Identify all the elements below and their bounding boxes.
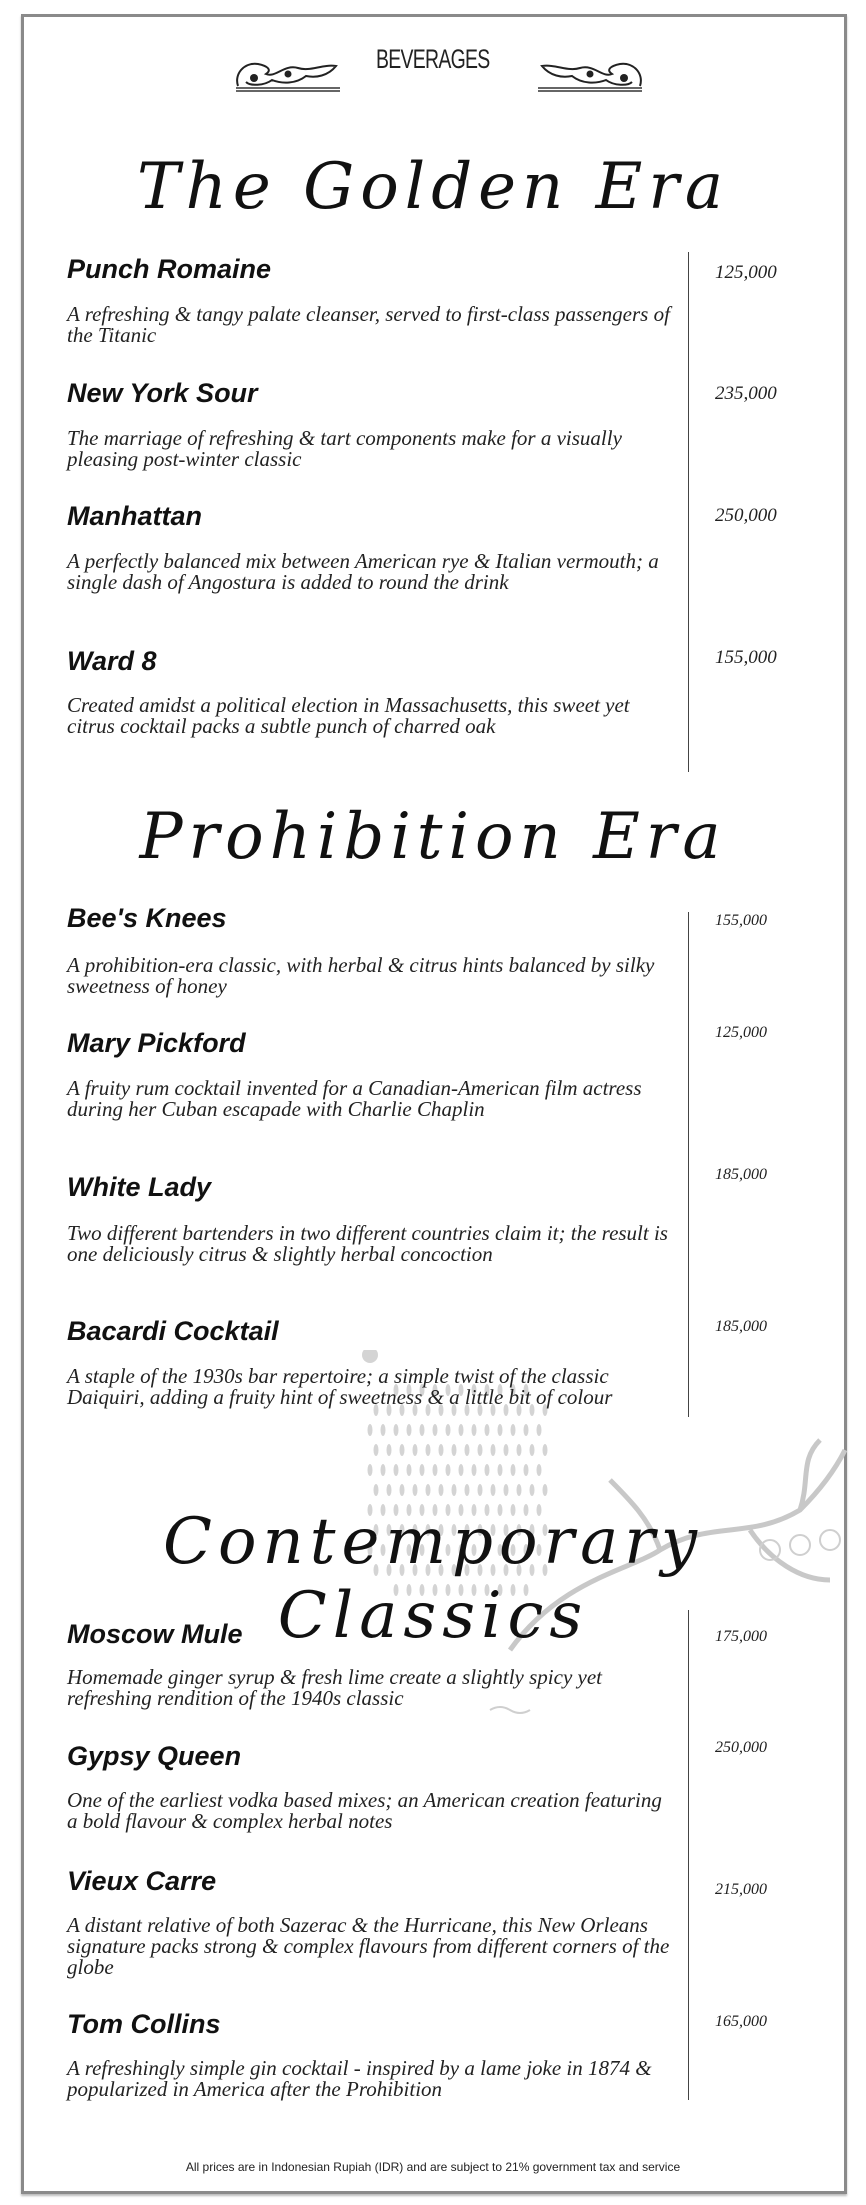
item-name: Bacardi Cocktail — [67, 1316, 279, 1346]
price-divider — [688, 252, 689, 772]
section-title-prohibition-era: Prohibition Era — [139, 800, 727, 874]
item-description: A refreshing & tangy palate cleanser, served to first-class passengers of the Titanic — [67, 302, 670, 347]
leaf-dot — [530, 1444, 535, 1456]
leaf-dot — [543, 1444, 548, 1456]
header-title: BEVERAGES — [376, 44, 490, 74]
item-description: A refreshingly simple gin cocktail - inspired by a lame joke in 1874 & popularized in America after the Prohibition — [67, 2056, 652, 2101]
item-price: 125,000 — [715, 262, 777, 283]
leaf-dot — [413, 1484, 418, 1496]
item-name: Bee's Knees — [67, 903, 227, 933]
leaf-dot — [478, 1444, 483, 1456]
leaf-dot — [504, 1484, 509, 1496]
item-price: 185,000 — [715, 1318, 767, 1335]
leaf-dot — [485, 1424, 490, 1436]
leaf-dot — [472, 1464, 477, 1476]
leaf-dot — [537, 1464, 542, 1476]
leaf-dot — [465, 1444, 470, 1456]
item-price: 215,000 — [715, 1881, 767, 1898]
item-name: Manhattan — [67, 501, 202, 531]
leaf-dot — [439, 1444, 444, 1456]
leaf-dot — [465, 1484, 470, 1496]
price-disclaimer: All prices are in Indonesian Rupiah (IDR) and are subject to 21% government tax and service — [185, 2160, 681, 2174]
item-price: 250,000 — [715, 1739, 767, 1756]
item-price: 235,000 — [715, 383, 777, 404]
item-description: A distant relative of both Sazerac & the Hurricane, this New Orleans signature packs strong & complex flavours from different corners of the globe — [67, 1913, 670, 1979]
leaf-dot — [485, 1464, 490, 1476]
item-price: 125,000 — [715, 1024, 767, 1041]
leaf-dot — [381, 1464, 386, 1476]
item-description: One of the earliest vodka based mixes; an American creation featuring a bold flavour & complex herbal notes — [67, 1788, 662, 1833]
item-price: 165,000 — [715, 2013, 767, 2030]
leaf-dot — [459, 1424, 464, 1436]
price-divider — [688, 1610, 689, 2100]
item-description: A prohibition-era classic, with herbal & citrus hints balanced by silky sweetness of honey — [67, 953, 655, 998]
leaf-dot — [491, 1444, 496, 1456]
item-name: New York Sour — [67, 378, 258, 408]
price-divider — [688, 912, 689, 1417]
left-ornament-icon — [232, 56, 344, 92]
leaf-dot — [511, 1464, 516, 1476]
leaf-dot — [524, 1464, 529, 1476]
item-name: Gypsy Queen — [67, 1741, 242, 1771]
leaf-dot — [543, 1484, 548, 1496]
leaf-dot — [368, 1424, 373, 1436]
leaf-dot — [433, 1424, 438, 1436]
leaf-dot — [498, 1464, 503, 1476]
leaf-dot — [498, 1424, 503, 1436]
leaf-dot — [387, 1484, 392, 1496]
item-price: 155,000 — [715, 647, 777, 668]
item-name: Tom Collins — [67, 2009, 221, 2039]
leaf-dot — [407, 1424, 412, 1436]
item-description: Homemade ginger syrup & fresh lime create a slightly spicy yet refreshing rendition of the 1940s classic — [67, 1665, 602, 1710]
leaf-dot — [459, 1464, 464, 1476]
item-name: Punch Romaine — [67, 254, 272, 284]
leaf-dot — [368, 1464, 373, 1476]
leaf-dot — [426, 1444, 431, 1456]
leaf-dot — [420, 1464, 425, 1476]
leaf-dot — [530, 1484, 535, 1496]
leaf-dot — [381, 1424, 386, 1436]
leaf-dot — [433, 1464, 438, 1476]
section-title-contemporary-classics: Contemporary Classics — [163, 1505, 703, 1653]
item-name: Mary Pickford — [67, 1028, 246, 1058]
leaf-dot — [517, 1484, 522, 1496]
leaf-dot — [426, 1484, 431, 1496]
leaf-dot — [524, 1424, 529, 1436]
leaf-dot — [387, 1444, 392, 1456]
leaf-dot — [407, 1464, 412, 1476]
item-price: 185,000 — [715, 1166, 767, 1183]
leaf-dot — [537, 1424, 542, 1436]
leaf-dot — [452, 1484, 457, 1496]
leaf-dot — [504, 1444, 509, 1456]
right-ornament-icon — [534, 56, 646, 92]
item-name: Moscow Mule — [67, 1619, 243, 1649]
menu-header — [0, 44, 866, 75]
item-description: A fruity rum cocktail invented for a Canadian-American film actress during her Cuban escapade with Charlie Chaplin — [67, 1076, 642, 1121]
leaf-dot — [374, 1444, 379, 1456]
item-description: Two different bartenders in two different countries claim it; the result is one deliciously citrus & slightly herbal concoction — [67, 1221, 668, 1266]
leaf-dot — [478, 1484, 483, 1496]
leaf-dot — [400, 1484, 405, 1496]
leaf-dot — [400, 1444, 405, 1456]
item-description: A staple of the 1930s bar repertoire; a simple twist of the classic Daiquiri, adding a fruity hint of sweetness & a little bit of colour — [67, 1364, 613, 1409]
item-price: 155,000 — [715, 912, 767, 929]
item-name: Vieux Carre — [67, 1866, 217, 1896]
item-description: Created amidst a political election in Massachusetts, this sweet yet citrus cocktail packs a subtle punch of charred oak — [67, 693, 630, 738]
item-name: White Lady — [67, 1172, 212, 1202]
leaf-dot — [439, 1484, 444, 1496]
leaf-dot — [446, 1464, 451, 1476]
item-price: 175,000 — [715, 1628, 767, 1645]
leaf-dot — [413, 1444, 418, 1456]
leaf-dot — [517, 1444, 522, 1456]
leaf-dot — [472, 1424, 477, 1436]
item-description: The marriage of refreshing & tart components make for a visually pleasing post-winter classic — [67, 426, 622, 471]
leaf-dot — [394, 1424, 399, 1436]
section-title-golden-era: The Golden Era — [136, 150, 730, 224]
item-price: 250,000 — [715, 505, 777, 526]
leaf-dot — [374, 1484, 379, 1496]
leaf-dot — [491, 1484, 496, 1496]
leaf-dot — [446, 1424, 451, 1436]
item-description: A perfectly balanced mix between American rye & Italian vermouth; a single dash of Angostura is added to round the drink — [67, 549, 659, 594]
leaf-dot — [452, 1444, 457, 1456]
item-name: Ward 8 — [67, 646, 157, 676]
leaf-dot — [394, 1464, 399, 1476]
leaf-dot — [420, 1424, 425, 1436]
leaf-dot — [511, 1424, 516, 1436]
